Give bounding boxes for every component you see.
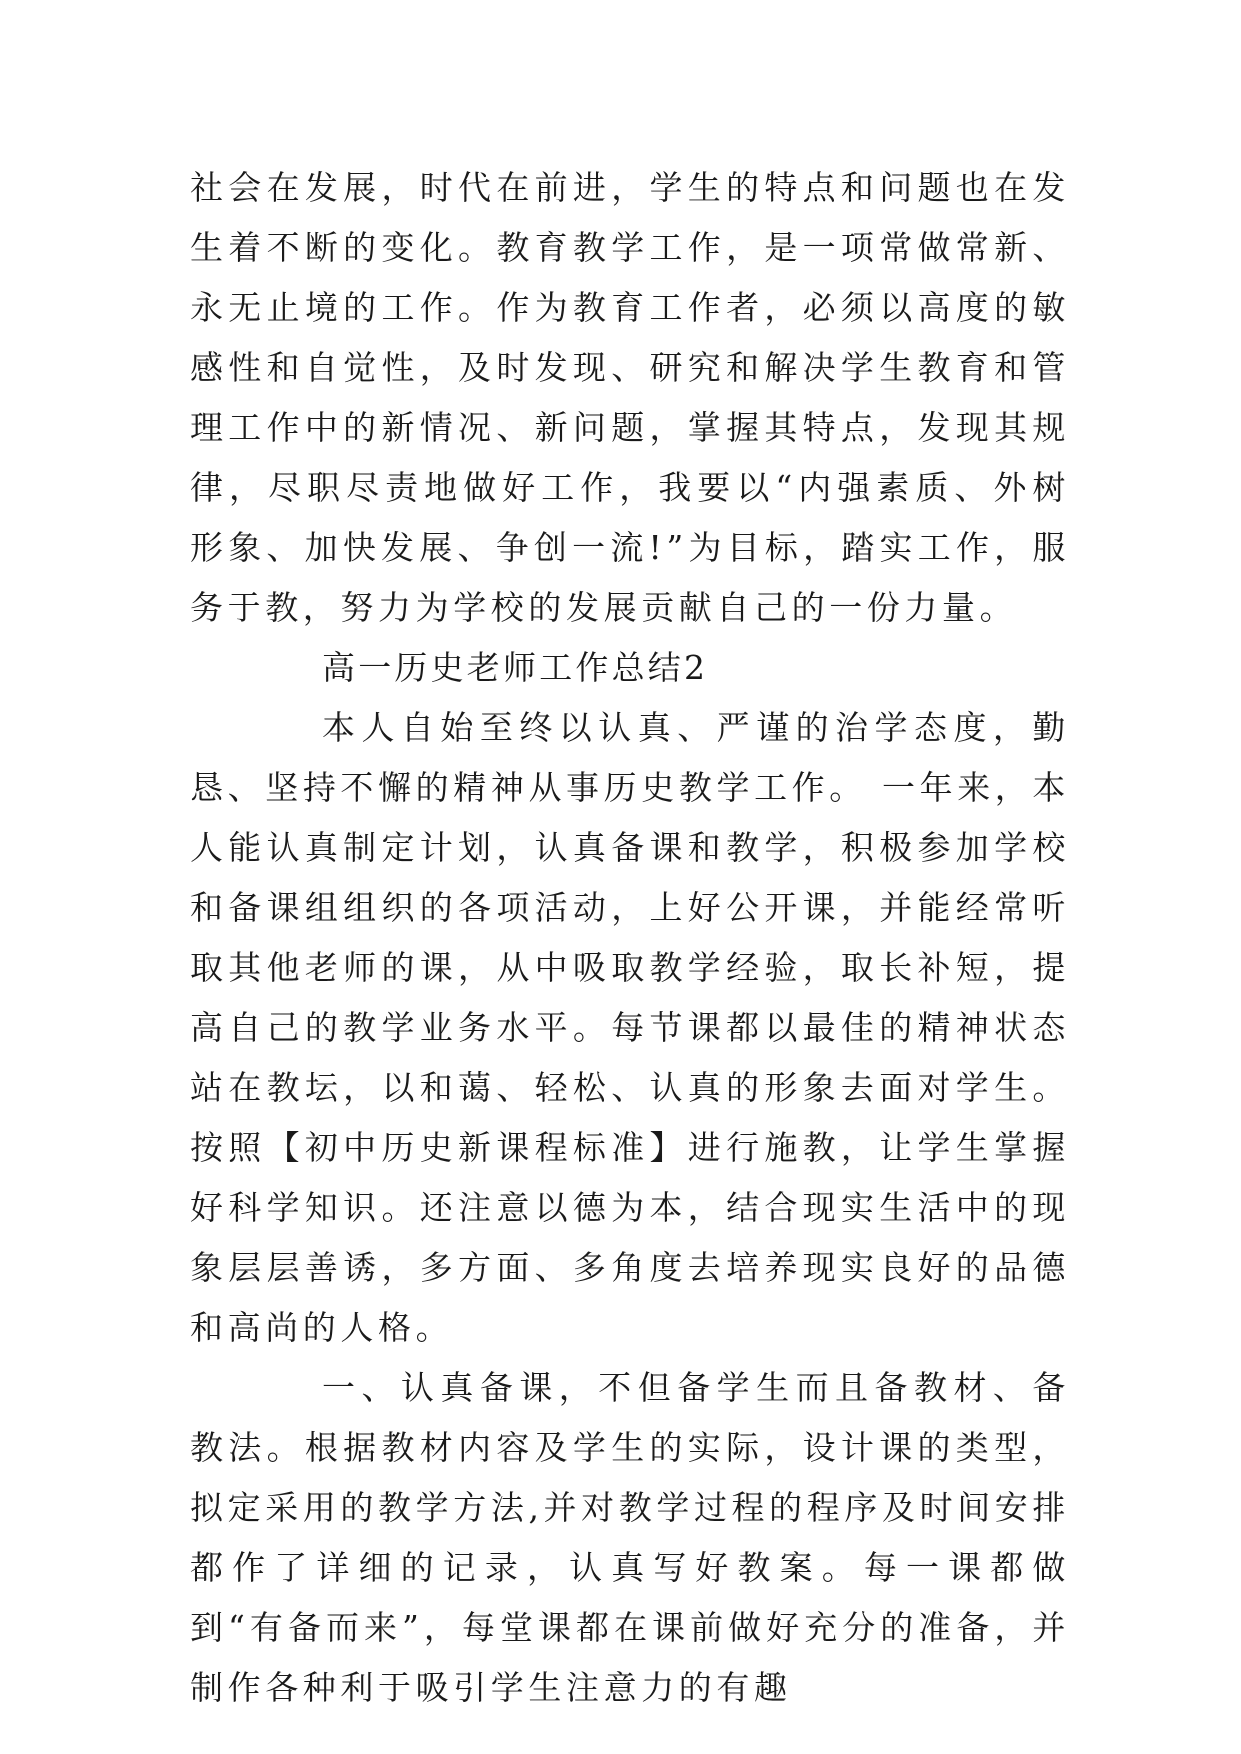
paragraph-lesson-preparation: 一、认真备课，不但备学生而且备教材、备教法。根据教材内容及学生的实际，设计课的类型，拟定采用的教学方法,并对教学过程的程序及时间安排都作了详细的记录，认真写好教案。每一课都做到“有备而来”，每堂课都在课前做好充分的准备，并制作各种利于吸引学生注意力的有趣 [190,1368,1070,1707]
section-heading: 高一历史老师工作总结2 [322,648,709,687]
document-body [190,158,1070,1718]
paragraph-intro-conclusion: 社会在发展，时代在前进，学生的特点和问题也在发生着不断的变化。教育教学工作，是一项常做常新、永无止境的工作。作为教育工作者，必须以高度的敏感性和自觉性，及时发现、研究和解决学生教育和管理工作中的新情况、新问题，掌握其特点，发现其规律，尽职尽责地做好工作，我要以“内强素质、外树形象、加快发展、争创一流!”为目标，踏实工作，服务于教，努力为学校的发展贡献自己的一份力量。 [190,168,1070,627]
paragraph-self-summary: 本人自始至终以认真、严谨的治学态度，勤恳、坚持不懈的精神从事历史教学工作。 一年来，本人能认真制定计划，认真备课和教学，积极参加学校和备课组组织的各项活动，上好公开课，并能经常听取其他老师的课，从中吸取教学经验，取长补短，提高自己的教学业务水平。每节课都以最佳的精神状态站在教坛，以和蔼、轻松、认真的形象去面对学生。按照【初中历史新课程标准】进行施教，让学生掌握好科学知识。还注意以德为本，结合现实生活中的现象层层善诱，多方面、多角度去培养现实良好的品德和高尚的人格。 [190,708,1070,1347]
